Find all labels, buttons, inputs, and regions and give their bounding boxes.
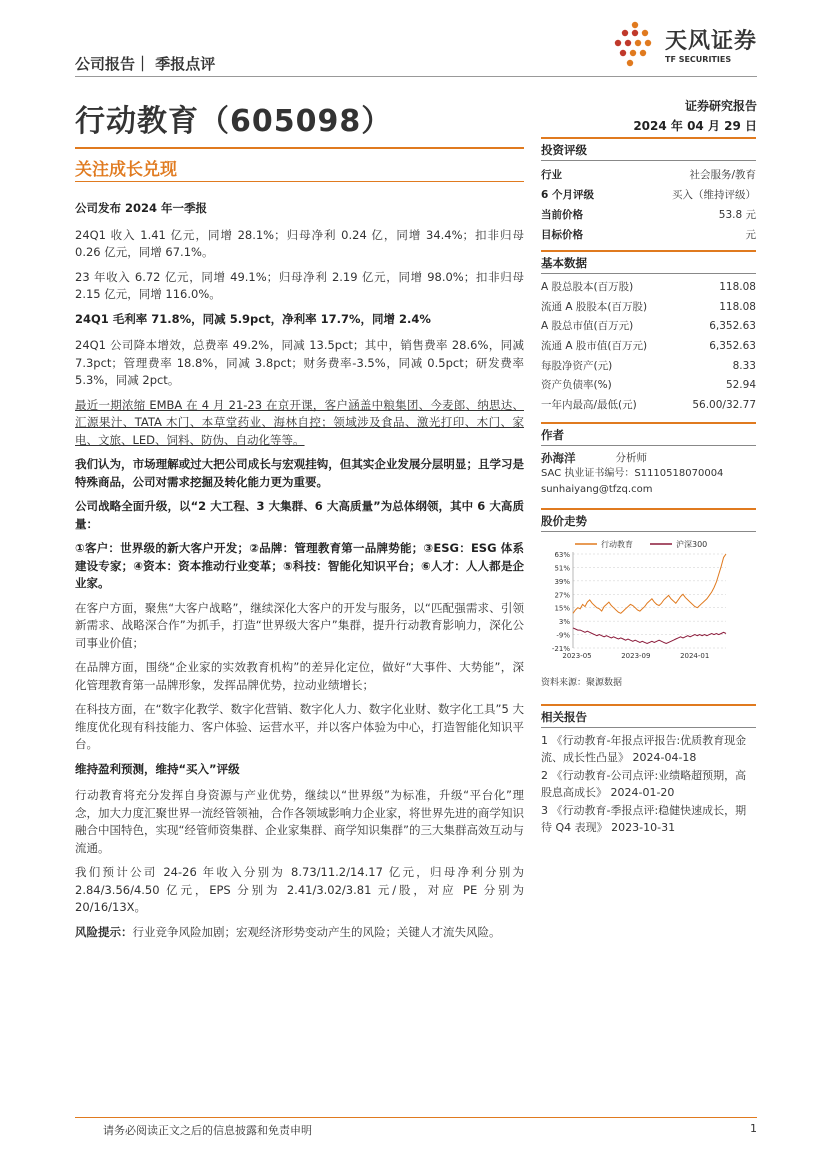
footer-disclaimer: 请务必阅读正文之后的信息披露和免责申明 <box>103 1124 312 1137</box>
basic-data-key: 流通 A 股市值(百万元) <box>541 340 648 353</box>
author-role: 分析师 <box>615 452 647 464</box>
rating-title: 投资评级 <box>541 137 756 161</box>
basic-data-key: 每股净资产(元) <box>541 359 613 372</box>
rating-row <box>541 205 756 225</box>
section-heading: 公司发布 2024 年一季报 <box>75 201 208 215</box>
report-type: 证券研究报告 <box>684 99 757 113</box>
rating-value: 53.8 元 <box>718 209 756 221</box>
basic-data-row <box>541 357 756 377</box>
related-title: 相关报告 <box>541 704 756 728</box>
paragraph <box>75 924 524 942</box>
rating-block <box>541 137 756 245</box>
rating-row <box>541 225 756 245</box>
report-category: 公司报告｜ 季报点评 <box>75 55 216 73</box>
paragraph: 24Q1 收入 1.41 亿元，同增 28.1%；归母净利 0.24 亿，同增 34.4%；扣非归母 0.26 亿元，同增 67.1%。 <box>75 227 524 259</box>
rating-key: 目标价格 <box>541 229 583 241</box>
paragraph: 24Q1 公司降本增效，总费率 49.2%，同减 13.5pct；其中，销售费率 28.6%，同减 7.3pct；管理费率 18.8%，同减 3.8pct；财务费率-3.5%，同减 0.5pct；研发费率 5.3%，同减 2pct。 <box>75 338 524 387</box>
footer-rule <box>75 1117 757 1118</box>
rating-value: 元 <box>745 229 756 241</box>
headline-rule <box>75 147 524 149</box>
page-number: 1 <box>750 1122 757 1135</box>
basic-data-title: 基本数据 <box>541 250 756 274</box>
basic-data-row <box>541 376 756 396</box>
chart-source: 资料来源：聚源数据 <box>541 678 623 688</box>
basic-data-value: 56.00/32.77 <box>692 399 756 412</box>
rating-value: 买入（维持评级） <box>672 189 756 201</box>
paragraph: 我们预计公司 24-26 年收入分别为 8.73/11.2/14.17 亿元，归母净利分别为 2.84/3.56/4.50 亿元，EPS 分别为 2.41/3.02/3.81 元/股，对应 PE 分别为 20/16/13X。 <box>75 865 524 914</box>
rating-row <box>541 185 756 205</box>
section-heading: 维持盈利预测，维持“买入”评级 <box>75 761 240 776</box>
stock-chart-block <box>541 508 756 688</box>
y-tick-label: -21% <box>551 645 570 653</box>
basic-data-row <box>541 278 756 298</box>
basic-data-value: 6,352.63 <box>709 320 756 333</box>
author-title: 作者 <box>541 422 756 446</box>
y-tick-label: 39% <box>554 577 570 586</box>
paragraph: 在客户方面，聚焦“大客户战略”，继续深化大客户的开发与服务，以“匹配强需求、引领新需求、战略深合作”为抓手，打造“世界级大客户”集群，提升行动教育影响力，深化公司事业价值； <box>75 600 524 650</box>
basic-data-block <box>541 250 756 416</box>
risk-text: 行业竞争风险加剧；宏观经济形势变动产生的风险；关键人才流失风险。 <box>132 924 501 939</box>
logo <box>613 20 757 68</box>
x-tick-label: 2024-01 <box>680 652 710 660</box>
x-tick-label: 2023-09 <box>621 652 651 660</box>
paragraph: 23 年收入 6.72 亿元，同增 49.1%；归母净利 2.19 亿元，同增 98.0%；扣非归母 2.15 亿元，同增 116.0%。 <box>75 269 524 301</box>
legend-label: 行动教育 <box>601 540 633 549</box>
author-email: sunhaiyang@tfzq.com <box>541 484 653 495</box>
paragraph: 最近一期浓缩 EMBA 在 4 月 21-23 在京开课，客户涵盖中粮集团、今麦郎、纳思达、汇源果汁、TATA 木门、本草堂药业、海林自控；领域涉及食品、激光打印、木门、家电、文旅、LED、饲料、防伪、自动化等等。 <box>75 397 524 447</box>
y-tick-label: 27% <box>554 591 570 600</box>
paragraph-bold: 我们认为，市场理解或过大把公司成长与宏观挂钩，但其实企业发展分层明显；且学习是特殊商品，公司对需求挖掘及转化能力更为重要。 <box>75 457 524 489</box>
basic-data-key: 一年内最高/最低(元) <box>541 399 637 412</box>
rating-key: 当前价格 <box>541 209 583 221</box>
company-title: 行动教育（605098） <box>75 104 393 139</box>
related-reports-block <box>541 704 756 837</box>
top-rule <box>75 76 757 77</box>
section-heading: 24Q1 毛利率 71.8%，同减 5.9pct，净利率 17.7%，同增 2.4% <box>75 311 431 326</box>
headline-rule-bottom <box>75 181 524 182</box>
basic-data-row <box>541 317 756 337</box>
y-tick-label: 51% <box>554 564 570 573</box>
stock-chart <box>541 536 756 666</box>
stock-chart-title: 股价走势 <box>541 508 756 532</box>
basic-data-key: 流通 A 股股本(百万股) <box>541 300 648 313</box>
paragraph: 在科技方面，在“数字化教学、数字化营销、数字化人力、数字化业财、数字化工具”5 大维度优化现有科技能力、客户体验、运营水平，并以客户体验为中心，打造智能化知识平台。 <box>75 702 524 751</box>
basic-data-key: 资产负债率(%) <box>541 379 612 392</box>
y-tick-label: 3% <box>558 618 570 627</box>
basic-data-key: A 股总市值(百万元) <box>541 320 634 333</box>
legend-label: 沪深300 <box>676 540 708 549</box>
basic-data-key: A 股总股本(百万股) <box>541 281 634 293</box>
basic-data-value: 118.08 <box>719 281 756 293</box>
y-tick-label: 63% <box>554 551 570 559</box>
paragraph-bold: ①客户：世界级的新大客户开发；②品牌：管理教育第一品牌势能；③ESG：ESG 体系建设专家；④资本：资本推动行业变革；⑤科技：智能化知识平台；⑥人才：人人都是企业家。 <box>75 541 524 590</box>
basic-data-row <box>541 396 756 416</box>
x-tick-label: 2023-05 <box>562 652 592 660</box>
rating-key: 6 个月评级 <box>541 189 594 201</box>
related-report-item[interactable]: 1 《行动教育-年报点评报告:优质教育现金流、成长性凸显》 2024-04-18 <box>541 734 747 764</box>
basic-data-value: 52.94 <box>725 379 756 392</box>
basic-data-value: 6,352.63 <box>709 340 756 353</box>
series-line <box>573 554 726 613</box>
rating-row <box>541 165 756 185</box>
author-cert: SAC 执业证书编号：S1110518070004 <box>541 468 724 479</box>
author-block <box>541 422 756 497</box>
basic-data-value: 8.33 <box>732 359 756 372</box>
y-tick-label: -9% <box>556 631 570 640</box>
related-report-item[interactable]: 2 《行动教育-公司点评:业绩略超预期，高股息高成长》 2024-01-20 <box>541 769 747 799</box>
basic-data-row <box>541 337 756 357</box>
y-tick-label: 15% <box>554 604 570 613</box>
headline: 关注成长兑现 <box>75 160 177 180</box>
paragraph: 在品牌方面，围绕“企业家的实效教育机构”的差异化定位，做好“大事件、大势能”，深化管理教育第一品牌形象，发挥品牌优势，拉动业绩增长； <box>75 660 524 692</box>
paragraph: 行动教育将充分发挥自身资源与产业优势，继续以“世界级”为标准，升级“平台化”理念，加大力度汇聚世界一流经管领袖，合作各领域影响力企业家，将世界先进的商学知识融合中国特色，实现“经管师资集群、企业家集群、商学知识集群”的三大集群高效互动与流通。 <box>75 788 524 855</box>
paragraph-bold: 公司战略全面升级，以“2 大工程、3 大集群、6 大高质量”为总体纲领，其中 6 大高质量： <box>75 499 524 531</box>
main-body <box>75 200 524 948</box>
author-name: 孙海洋 <box>541 451 576 465</box>
risk-label: 风险提示： <box>75 924 133 939</box>
basic-data-row <box>541 298 756 318</box>
series-line <box>573 628 726 644</box>
rating-value: 社会服务/教育 <box>689 169 756 181</box>
logo-cn: 天风证券 <box>664 29 757 54</box>
rating-key: 行业 <box>541 169 562 181</box>
report-date: 2024 年 04 月 29 日 <box>633 119 757 133</box>
logo-en: TF SECURITIES <box>664 55 732 64</box>
basic-data-value: 118.08 <box>719 300 756 313</box>
logo-icon <box>613 20 659 68</box>
related-report-item[interactable]: 3 《行动教育-季报点评:稳健快速成长，期待 Q4 表现》 2023-10-31 <box>541 804 747 834</box>
